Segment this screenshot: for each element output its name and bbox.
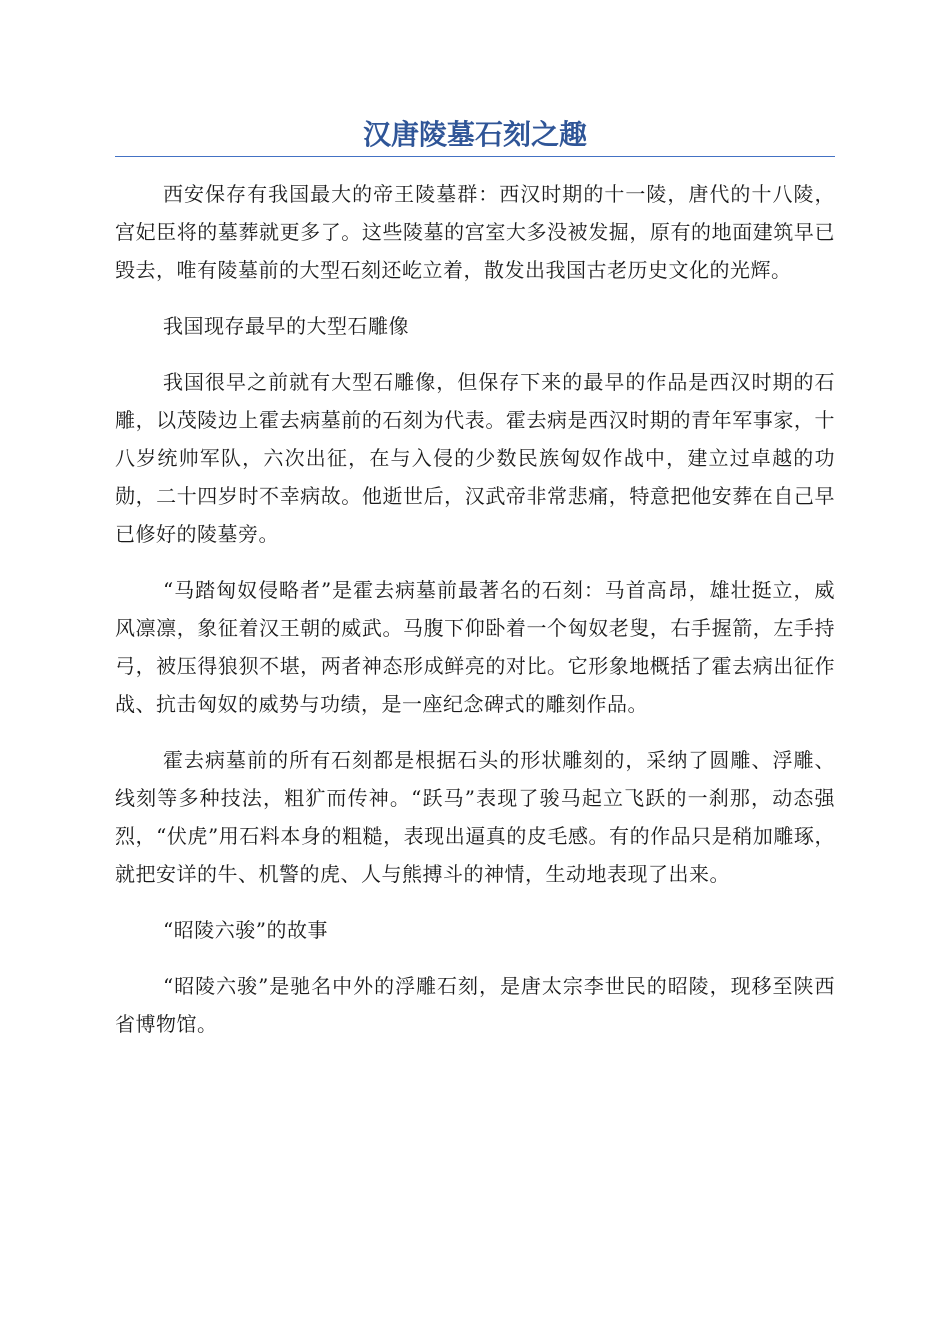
paragraph-six-steeds: “昭陵六骏”是驰名中外的浮雕石刻，是唐太宗李世民的昭陵，现移至陕西省博物馆。: [115, 974, 835, 1036]
title-underline: [115, 156, 835, 157]
document-page: [115, 100, 835, 1061]
document-title: 汉唐陵墓石刻之趣: [362, 118, 587, 151]
section-heading-earliest-statues: 我国现存最早的大型石雕像: [163, 314, 409, 338]
paragraph-horse-trampling: “马踏匈奴侵略者”是霍去病墓前最著名的石刻：马首高昂，雄壮挺立，威风凛凛，象征着汉王朝的威武。马腹下仰卧着一个匈奴老叟，右手握箭，左手持弓，被压得狼狈不堪，两者神态形成鲜亮的对比。它形象地概括了霍去病出征作战、抗击匈奴的威势与功绩，是一座纪念碑式的雕刻作品。: [115, 578, 835, 716]
paragraph-huo-qubing: 我国很早之前就有大型石雕像，但保存下来的最早的作品是西汉时期的石雕，以茂陵边上霍去病墓前的石刻为代表。霍去病是西汉时期的青年军事家，十八岁统帅军队，六次出征，在与入侵的少数民族匈奴作战中，建立过卓越的功勋，二十四岁时不幸病故。他逝世后，汉武帝非常悲痛，特意把他安葬在自己早已修好的陵墓旁。: [115, 370, 835, 546]
paragraph-intro: 西安保存有我国最大的帝王陵墓群：西汉时期的十一陵，唐代的十八陵，宫妃臣将的墓葬就更多了。这些陵墓的宫室大多没被发掘，原有的地面建筑早已毁去，唯有陵墓前的大型石刻还屹立着，散发出我国古老历史文化的光辉。: [115, 182, 835, 282]
section-heading-six-steeds: “昭陵六骏”的故事: [163, 918, 328, 942]
paragraph-carving-techniques: 霍去病墓前的所有石刻都是根据石头的形状雕刻的，采纳了圆雕、浮雕、线刻等多种技法，粗犷而传神。“跃马”表现了骏马起立飞跃的一刹那，动态强烈，“伏虎”用石料本身的粗糙，表现出逼真的皮毛感。有的作品只是稍加雕琢，就把安详的牛、机警的虎、人与熊搏斗的神情，生动地表现了出来。: [115, 748, 835, 886]
